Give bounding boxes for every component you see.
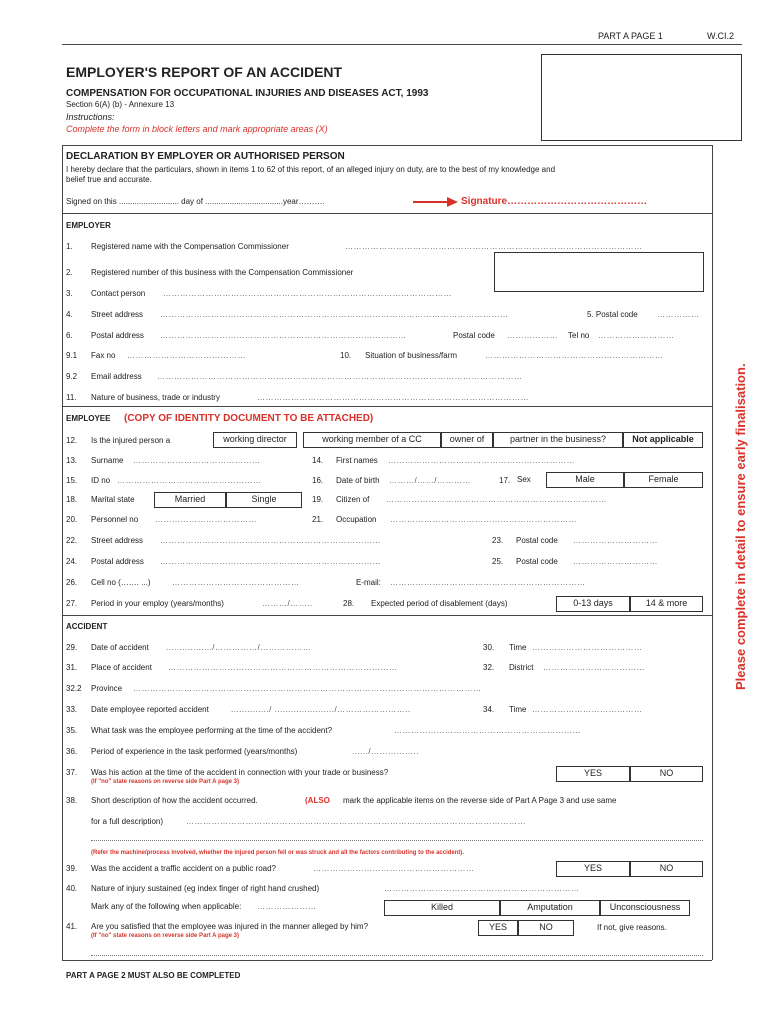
street-address-field[interactable]: …………………………………………………………………………………………………………… (160, 310, 509, 319)
item-number: 33. (66, 705, 78, 714)
traffic-accident-field: ………………………………………………… (313, 864, 475, 873)
description-field[interactable]: ………………………………………………………………………………………………………… (186, 817, 526, 826)
marital-married-option[interactable]: Married (154, 492, 226, 508)
nature-of-injury-label: Nature of injury sustained (eg index finger of right hand crushed) (91, 884, 320, 893)
item-number: 39. (66, 864, 78, 873)
surname-label: Surname (91, 456, 124, 465)
declaration-text-2: belief true and accurate. (66, 175, 152, 184)
item-number: 11. (66, 393, 77, 402)
fax-field[interactable]: …………………………………… (127, 351, 246, 360)
item-number: 32.2 (66, 684, 82, 693)
traffic-accident-label: Was the accident a traffic accident on a public road? (91, 864, 276, 873)
accident-time-field[interactable]: ………………………………… (532, 643, 643, 652)
marital-single-option[interactable]: Single (226, 492, 302, 508)
employee-postal-address-field[interactable]: …………………………………………………………………… (160, 557, 381, 566)
task-performed-label: What task was the employee performing at the time of the accident? (91, 726, 333, 735)
personnel-no-label: Personnel no (91, 515, 139, 524)
traffic-no-option[interactable]: NO (630, 861, 703, 877)
signature-line[interactable]: Signature…………………………………… (461, 196, 648, 207)
section-reference: Section 6(A) (b) - Annexure 13 (66, 100, 175, 109)
item-number: 25. (492, 557, 504, 566)
id-no-label: ID no (91, 476, 111, 485)
connection-with-trade-label: Was his action at the time of the accident in connection with your trade or business? (91, 768, 389, 777)
id-no-field[interactable]: …………………………………………… (117, 476, 262, 485)
employee-street-address-field[interactable]: …………………………………………………………………… (160, 536, 381, 545)
item-number: 3. (66, 289, 73, 298)
option-working-director[interactable]: working director (213, 432, 297, 448)
district-field[interactable]: ……………………………… (543, 663, 645, 672)
footer-note: PART A PAGE 2 MUST ALSO BE COMPLETED (66, 971, 241, 980)
item-number: 35. (66, 726, 78, 735)
item-number: 41. (66, 922, 78, 931)
item-number: 37. (66, 768, 78, 777)
satisfied-note: (If "no" state reasons on reverse side Part A page 3) (91, 933, 239, 939)
item-number: 1. (66, 242, 73, 251)
satisfied-no-option[interactable]: NO (518, 920, 574, 936)
declaration-heading: DECLARATION BY EMPLOYER OR AUTHORISED PERSON (66, 151, 345, 162)
option-partner[interactable]: partner in the business? (493, 432, 623, 448)
injury-killed-option[interactable]: Killed (384, 900, 500, 916)
registered-name-label: Registered name with the Compensation Commissioner (91, 242, 289, 251)
description-also: (ALSO (305, 796, 330, 805)
item-number: 36. (66, 747, 78, 756)
item-number: 19. (312, 495, 324, 504)
instructions-label: Instructions: (66, 112, 115, 122)
place-of-accident-field[interactable]: ……………………………………………………………………… (168, 663, 398, 672)
date-reported-field[interactable]: ............../ ....................../…………………….. (231, 705, 411, 714)
header-rule (62, 44, 742, 45)
traffic-yes-option[interactable]: YES (556, 861, 630, 877)
item-number: 10. (340, 351, 352, 360)
mark-applicable-field: ………………… (257, 902, 317, 911)
connection-note: (If "no" state reasons on reverse side Part A page 3) (91, 779, 239, 785)
item-number: 17. (499, 476, 511, 485)
description-field-line[interactable] (91, 840, 703, 841)
reported-time-field[interactable]: ………………………………… (532, 705, 643, 714)
disablement-period-label: Expected period of disablement (days) (371, 599, 508, 608)
page-part-label: PART A PAGE 1 (598, 31, 663, 41)
item-number: 31. (66, 663, 78, 672)
disablement-14-more-option[interactable]: 14 & more (630, 596, 703, 612)
item-number: 20. (66, 515, 78, 524)
side-note: Please complete in detail to ensure early finalisation. (733, 363, 748, 690)
accident-heading: ACCIDENT (66, 622, 108, 631)
date-reported-label: Date employee reported accident (91, 705, 209, 714)
district-label: District (509, 663, 534, 672)
cell-no-field[interactable]: ……………………………………… (172, 578, 300, 587)
contact-person-field[interactable]: ………………………………………………………………………………………… (163, 289, 452, 298)
description-label: Short description of how the accident occurred. (91, 796, 258, 805)
employee-postal-address-label: Postal address (91, 557, 144, 566)
mark-applicable-label: Mark any of the following when applicable: (91, 902, 242, 911)
employee-postal-code-field[interactable]: ………………………… (573, 536, 658, 545)
item-number: 32. (483, 663, 495, 672)
satisfied-label: Are you satisfied that the employee was injured in the manner alleged by him? (91, 922, 369, 931)
registered-number-field[interactable] (494, 252, 704, 292)
injured-person-type-label: Is the injured person a (91, 436, 171, 445)
employee-postal-code-2-field[interactable]: ………………………… (573, 557, 658, 566)
situation-label: Situation of business/farm (365, 351, 458, 360)
citizen-of-label: Citizen of (336, 495, 370, 504)
first-names-field[interactable]: ………………………………………………………… (388, 456, 575, 465)
item-number: 27. (66, 599, 78, 608)
surname-field[interactable]: ……………………………………… (133, 456, 261, 465)
item-number: 4. (66, 310, 73, 319)
form-code: W.CI.2 (707, 31, 735, 41)
employee-postal-code-2-label: Postal code (516, 557, 558, 566)
street-address-label: Street address (91, 310, 144, 319)
date-of-accident-field[interactable]: ................./……………/……………… (166, 643, 312, 652)
item-number: 38. (66, 796, 78, 805)
item-number: 2. (66, 268, 73, 277)
postal-code-label: 5. Postal code (587, 310, 638, 319)
first-names-label: First names (336, 456, 378, 465)
contact-person-label: Contact person (91, 289, 146, 298)
province-field[interactable]: …………………………………………………………………………………………………………… (133, 684, 482, 693)
signed-on-line[interactable]: Signed on this ........................... day of ...................................year………. (66, 197, 325, 206)
postal-code-field[interactable]: …………… (657, 310, 700, 319)
frame-right (712, 145, 713, 960)
item-number: 34. (483, 705, 495, 714)
option-not-applicable[interactable]: Not applicable (623, 432, 703, 448)
frame-bottom (62, 960, 712, 961)
satisfied-yes-option[interactable]: YES (478, 920, 518, 936)
sex-female-option[interactable]: Female (624, 472, 703, 488)
email-field[interactable]: ………………………………………………………………………………………………………………… (157, 372, 523, 381)
period-employ-label: Period in your employ (years/months) (91, 599, 224, 608)
personnel-no-field[interactable]: ……………………………… (155, 515, 257, 524)
item-number: 16. (312, 476, 324, 485)
occupation-label: Occupation (336, 515, 377, 524)
declaration-text-1: I hereby declare that the particulars, shown in items 1 to 62 of this report, of an alleged injury on duty, are to the best of my knowledge and (66, 165, 556, 174)
tel-label: Tel no (568, 331, 590, 340)
tel-field[interactable]: ……………………… (598, 331, 675, 340)
marital-state-label: Marital state (91, 495, 135, 504)
fax-label: Fax no (91, 351, 116, 360)
description-label-2: mark the applicable items on the reverse side of Part A Page 3 and use same (343, 796, 617, 805)
item-number: 13. (66, 456, 78, 465)
postal-address-field[interactable]: …………………………………………………………………………… (160, 331, 407, 340)
task-performed-field[interactable]: ………………………………………………………… (394, 726, 581, 735)
item-number: 29. (66, 643, 78, 652)
section-divider (62, 213, 712, 214)
registered-number-label: Registered number of this business with the Compensation Commissioner (91, 268, 354, 277)
employee-email-label: E-mail: (356, 578, 381, 587)
item-number: 22. (66, 536, 78, 545)
reasons-field-line[interactable] (91, 955, 703, 956)
nature-of-business-label: Nature of business, trade or industry (91, 393, 220, 402)
employee-heading: EMPLOYEE (66, 414, 111, 423)
office-stamp-box[interactable] (541, 54, 742, 141)
item-number: 40. (66, 884, 78, 893)
section-divider (62, 406, 712, 407)
reported-time-label: Time (509, 705, 527, 714)
description-note: (Refer the machine/process involved, whether the injured person fell or was struck and all the factors contributing to the accident). (91, 850, 465, 856)
item-number: 26. (66, 578, 78, 587)
item-number: 24. (66, 557, 78, 566)
nature-of-injury-field[interactable]: …………………………………………………………… (384, 884, 580, 893)
employee-heading-note: (COPY OF IDENTITY DOCUMENT TO BE ATTACHED) (124, 413, 374, 424)
item-number: 30. (483, 643, 495, 652)
item-number: 15. (66, 476, 78, 485)
situation-field[interactable]: ……………………………………………………… (485, 351, 664, 360)
period-employ-field[interactable]: ………/…….. (262, 599, 313, 608)
accident-time-label: Time (509, 643, 527, 652)
item-number: 6. (66, 331, 73, 340)
frame-left (62, 145, 63, 960)
place-of-accident-label: Place of accident (91, 663, 152, 672)
item-number: 14. (312, 456, 324, 465)
experience-period-label: Period of experience in the task performed (years/months) (91, 747, 298, 756)
act-subtitle: COMPENSATION FOR OCCUPATIONAL INJURIES AND DISEASES ACT, 1993 (66, 88, 429, 99)
registered-name-field[interactable]: …………………………………………………………………………………………… (345, 242, 643, 251)
option-working-member-cc[interactable]: working member of a CC (303, 432, 441, 448)
employee-postal-code-label: Postal code (516, 536, 558, 545)
connection-yes-option[interactable]: YES (556, 766, 630, 782)
item-number: 21. (312, 515, 324, 524)
date-of-birth-field[interactable]: ………/……/………… (389, 476, 471, 485)
arrow-right-icon (413, 196, 459, 208)
disablement-0-13-option[interactable]: 0-13 days (556, 596, 630, 612)
postal-code-field[interactable]: ……………… (507, 331, 558, 340)
sex-male-option[interactable]: Male (546, 472, 624, 488)
experience-period-field[interactable]: ....../…………….. (352, 747, 420, 756)
description-label-3: for a full description) (91, 817, 164, 826)
give-reasons-label: If not, give reasons. (597, 923, 667, 932)
employee-email-field[interactable]: …………………………………………………………… (390, 578, 586, 587)
option-owner[interactable]: owner of (441, 432, 493, 448)
date-of-birth-label: Date of birth (336, 476, 380, 485)
connection-no-option[interactable]: NO (630, 766, 703, 782)
occupation-field[interactable]: ………………………………………………………… (390, 515, 577, 524)
cell-no-label: Cell no (……. ...) (91, 578, 151, 587)
form-title: EMPLOYER'S REPORT OF AN ACCIDENT (66, 64, 343, 80)
item-number: 23. (492, 536, 504, 545)
frame-top (62, 145, 712, 146)
instructions-text: Complete the form in block letters and mark appropriate areas (X) (66, 124, 328, 134)
item-number: 28. (343, 599, 355, 608)
province-label: Province (91, 684, 123, 693)
injury-unconsciousness-option[interactable]: Unconsciousness (600, 900, 690, 916)
date-of-accident-label: Date of accident (91, 643, 149, 652)
sex-label: Sex (517, 475, 531, 484)
item-number: 12. (66, 436, 78, 445)
nature-of-business-field[interactable]: …………………………………………………………………………………… (257, 393, 529, 402)
item-number: 9.1 (66, 351, 78, 360)
item-number: 9.2 (66, 372, 78, 381)
postal-code-label: Postal code (453, 331, 495, 340)
item-number: 18. (66, 495, 78, 504)
employer-heading: EMPLOYER (66, 221, 111, 230)
section-divider (62, 615, 712, 616)
postal-address-label: Postal address (91, 331, 144, 340)
email-label: Email address (91, 372, 142, 381)
citizen-of-field[interactable]: …………………………………………………………………… (386, 495, 607, 504)
employee-street-address-label: Street address (91, 536, 144, 545)
injury-amputation-option[interactable]: Amputation (500, 900, 600, 916)
